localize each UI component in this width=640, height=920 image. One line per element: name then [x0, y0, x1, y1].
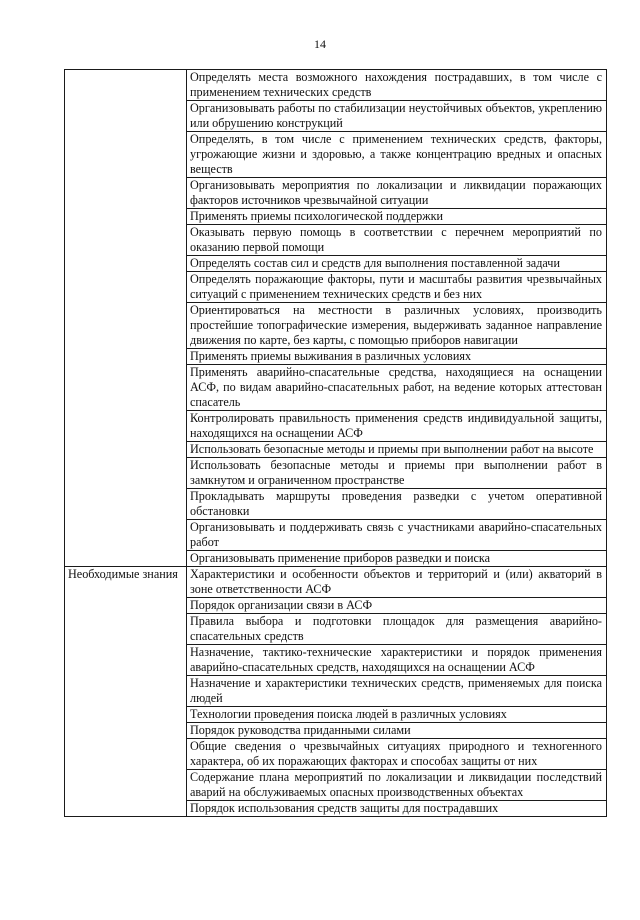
knowledge-cell: Назначение, тактико-технические характеристики и порядок применения аварийно-спасательных средств, находящихся на оснащении АСФ: [187, 645, 607, 676]
skill-cell: Организовывать и поддерживать связь с участниками аварийно-спасательных работ: [187, 520, 607, 551]
skill-row: [65, 70, 607, 101]
competency-table-body: [65, 70, 607, 817]
knowledge-row: [65, 567, 607, 598]
skill-cell: Определять поражающие факторы, пути и масштабы развития чрезвычайных ситуаций с применением технических средств и без них: [187, 272, 607, 303]
knowledge-cell: Содержание плана мероприятий по локализации и ликвидации последствий аварий на обслуживаемых опасных производственных объектах: [187, 770, 607, 801]
skill-cell: Организовывать работы по стабилизации неустойчивых объектов, укреплению или обрушению конструкций: [187, 101, 607, 132]
skill-cell: Применять аварийно-спасательные средства, находящиеся на оснащении АСФ, по видам аварийно-спасательных работ, на ведение которых аттестован спасатель: [187, 365, 607, 411]
skill-cell: Применять приемы выживания в различных условиях: [187, 349, 607, 365]
knowledge-cell: Порядок организации связи в АСФ: [187, 598, 607, 614]
section-label: Необходимые знания: [65, 567, 187, 817]
knowledge-cell: Порядок использования средств защиты для пострадавших: [187, 801, 607, 817]
skill-cell: Определять, в том числе с применением технических средств, факторы, угрожающие жизни и здоровью, а также концентрацию вредных и опасных веществ: [187, 132, 607, 178]
knowledge-cell: Назначение и характеристики технических средств, применяемых для поиска людей: [187, 676, 607, 707]
skill-cell: Оказывать первую помощь в соответствии с перечнем мероприятий по оказанию первой помощи: [187, 225, 607, 256]
knowledge-cell: Порядок руководства приданными силами: [187, 723, 607, 739]
skill-cell: Определять места возможного нахождения пострадавших, в том числе с применением технических средств: [187, 70, 607, 101]
skill-cell: Прокладывать маршруты проведения разведки с учетом оперативной обстановки: [187, 489, 607, 520]
knowledge-cell: Характеристики и особенности объектов и территорий и (или) акваторий в зоне ответственности АСФ: [187, 567, 607, 598]
knowledge-cell: Правила выбора и подготовки площадок для размещения аварийно-спасательных средств: [187, 614, 607, 645]
skill-cell: Использовать безопасные методы и приемы при выполнении работ на высоте: [187, 442, 607, 458]
skill-cell: Использовать безопасные методы и приемы при выполнении работ в замкнутом и ограниченном пространстве: [187, 458, 607, 489]
page-number: 14: [314, 37, 326, 51]
knowledge-cell: Общие сведения о чрезвычайных ситуациях природного и техногенного характера, об их поражающих факторах и способах защиты от них: [187, 739, 607, 770]
competency-table: [64, 69, 607, 817]
section-label: [65, 70, 187, 567]
skill-cell: Организовывать применение приборов разведки и поиска: [187, 551, 607, 567]
skill-cell: Определять состав сил и средств для выполнения поставленной задачи: [187, 256, 607, 272]
knowledge-cell: Технологии проведения поиска людей в различных условиях: [187, 707, 607, 723]
skill-cell: Применять приемы психологической поддержки: [187, 209, 607, 225]
skill-cell: Контролировать правильность применения средств индивидуальной защиты, находящихся на оснащении АСФ: [187, 411, 607, 442]
skill-cell: Ориентироваться на местности в различных условиях, производить простейшие топографические измерения, выдерживать заданное направление движения по карте, без карты, с помощью приборов навигации: [187, 303, 607, 349]
skill-cell: Организовывать мероприятия по локализации и ликвидации поражающих факторов источников чрезвычайной ситуации: [187, 178, 607, 209]
